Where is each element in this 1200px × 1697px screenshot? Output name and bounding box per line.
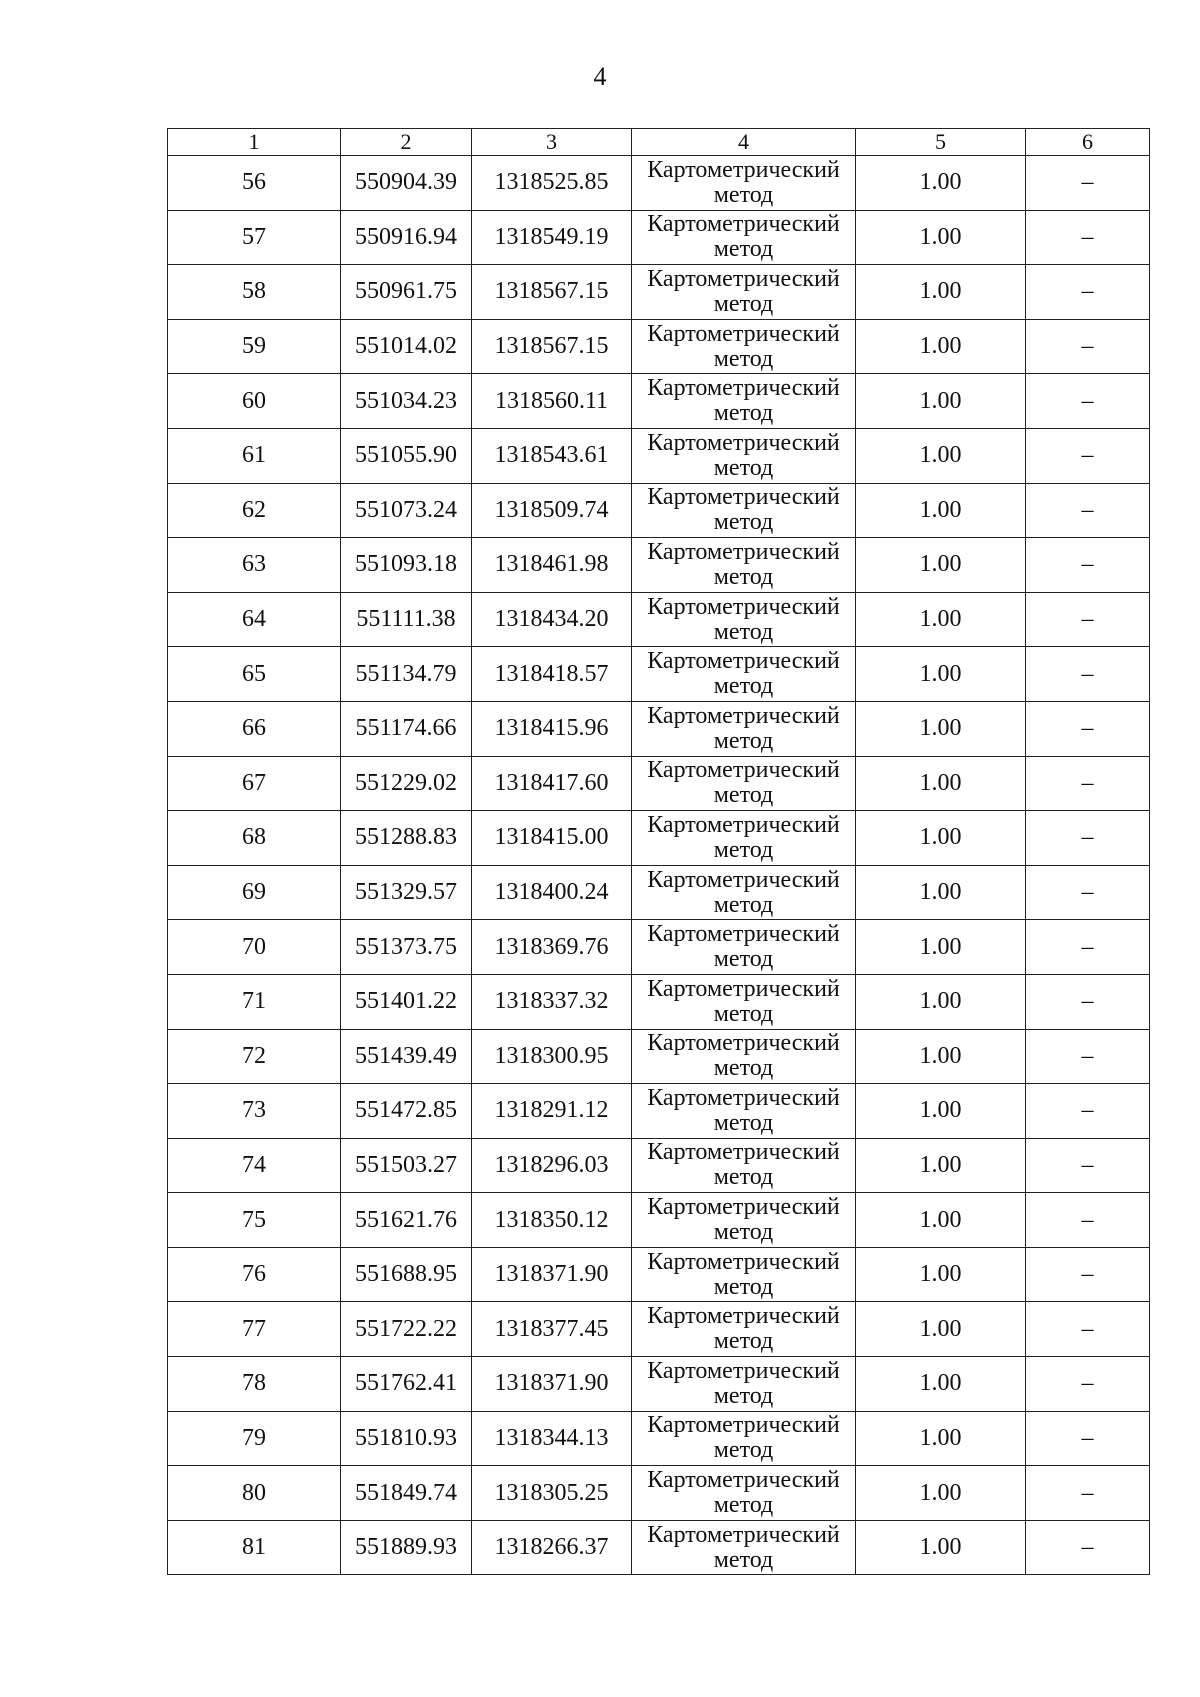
table-row <box>168 1411 1150 1466</box>
point-number-cell: 74 <box>168 1138 341 1193</box>
method-cell: Картометрический метод <box>632 1193 856 1248</box>
table-row <box>168 1029 1150 1084</box>
note-cell: – <box>1026 265 1150 320</box>
method-cell: Картометрический метод <box>632 319 856 374</box>
accuracy-cell: 1.00 <box>856 483 1026 538</box>
point-number-cell: 63 <box>168 538 341 593</box>
accuracy-cell: 1.00 <box>856 1302 1026 1357</box>
y-coordinate-cell: 1318461.98 <box>472 538 632 593</box>
point-number-cell: 78 <box>168 1357 341 1412</box>
table-row <box>168 265 1150 320</box>
method-cell: Картометрический метод <box>632 265 856 320</box>
note-cell: – <box>1026 1302 1150 1357</box>
note-cell: – <box>1026 1466 1150 1521</box>
note-cell: – <box>1026 1138 1150 1193</box>
accuracy-cell: 1.00 <box>856 1247 1026 1302</box>
point-number-cell: 57 <box>168 210 341 265</box>
x-coordinate-cell: 550904.39 <box>341 156 472 211</box>
method-cell: Картометрический метод <box>632 374 856 429</box>
y-coordinate-cell: 1318567.15 <box>472 319 632 374</box>
x-coordinate-cell: 551472.85 <box>341 1084 472 1139</box>
y-coordinate-cell: 1318415.96 <box>472 701 632 756</box>
note-cell: – <box>1026 1520 1150 1575</box>
note-cell: – <box>1026 319 1150 374</box>
x-coordinate-cell: 551055.90 <box>341 428 472 483</box>
point-number-cell: 56 <box>168 156 341 211</box>
accuracy-cell: 1.00 <box>856 1466 1026 1521</box>
note-cell: – <box>1026 811 1150 866</box>
accuracy-cell: 1.00 <box>856 974 1026 1029</box>
table-row <box>168 865 1150 920</box>
coordinates-table <box>167 128 1150 1575</box>
y-coordinate-cell: 1318291.12 <box>472 1084 632 1139</box>
y-coordinate-cell: 1318434.20 <box>472 592 632 647</box>
y-coordinate-cell: 1318305.25 <box>472 1466 632 1521</box>
point-number-cell: 79 <box>168 1411 341 1466</box>
note-cell: – <box>1026 1411 1150 1466</box>
point-number-cell: 76 <box>168 1247 341 1302</box>
point-number-cell: 61 <box>168 428 341 483</box>
accuracy-cell: 1.00 <box>856 156 1026 211</box>
y-coordinate-cell: 1318369.76 <box>472 920 632 975</box>
method-cell: Картометрический метод <box>632 920 856 975</box>
x-coordinate-cell: 551889.93 <box>341 1520 472 1575</box>
method-cell: Картометрический метод <box>632 647 856 702</box>
method-cell: Картометрический метод <box>632 210 856 265</box>
table-row <box>168 701 1150 756</box>
accuracy-cell: 1.00 <box>856 538 1026 593</box>
table-row <box>168 1357 1150 1412</box>
x-coordinate-cell: 551810.93 <box>341 1411 472 1466</box>
y-coordinate-cell: 1318350.12 <box>472 1193 632 1248</box>
x-coordinate-cell: 550916.94 <box>341 210 472 265</box>
y-coordinate-cell: 1318415.00 <box>472 811 632 866</box>
note-cell: – <box>1026 1084 1150 1139</box>
table-row <box>168 647 1150 702</box>
point-number-cell: 64 <box>168 592 341 647</box>
y-coordinate-cell: 1318344.13 <box>472 1411 632 1466</box>
note-cell: – <box>1026 428 1150 483</box>
x-coordinate-cell: 551174.66 <box>341 701 472 756</box>
x-coordinate-cell: 551762.41 <box>341 1357 472 1412</box>
point-number-cell: 67 <box>168 756 341 811</box>
x-coordinate-cell: 551111.38 <box>341 592 472 647</box>
point-number-cell: 59 <box>168 319 341 374</box>
x-coordinate-cell: 551073.24 <box>341 483 472 538</box>
y-coordinate-cell: 1318418.57 <box>472 647 632 702</box>
point-number-cell: 80 <box>168 1466 341 1521</box>
method-cell: Картометрический метод <box>632 1029 856 1084</box>
column-header: 6 <box>1026 129 1150 156</box>
method-cell: Картометрический метод <box>632 483 856 538</box>
column-header: 5 <box>856 129 1026 156</box>
method-cell: Картометрический метод <box>632 701 856 756</box>
x-coordinate-cell: 551849.74 <box>341 1466 472 1521</box>
accuracy-cell: 1.00 <box>856 1193 1026 1248</box>
y-coordinate-cell: 1318567.15 <box>472 265 632 320</box>
y-coordinate-cell: 1318300.95 <box>472 1029 632 1084</box>
y-coordinate-cell: 1318560.11 <box>472 374 632 429</box>
table-row <box>168 1466 1150 1521</box>
table-row <box>168 483 1150 538</box>
note-cell: – <box>1026 701 1150 756</box>
accuracy-cell: 1.00 <box>856 1520 1026 1575</box>
accuracy-cell: 1.00 <box>856 1138 1026 1193</box>
note-cell: – <box>1026 865 1150 920</box>
table-row <box>168 538 1150 593</box>
point-number-cell: 70 <box>168 920 341 975</box>
table-row <box>168 811 1150 866</box>
point-number-cell: 60 <box>168 374 341 429</box>
note-cell: – <box>1026 1193 1150 1248</box>
method-cell: Картометрический метод <box>632 538 856 593</box>
x-coordinate-cell: 551373.75 <box>341 920 472 975</box>
table-row <box>168 319 1150 374</box>
accuracy-cell: 1.00 <box>856 319 1026 374</box>
method-cell: Картометрический метод <box>632 1247 856 1302</box>
accuracy-cell: 1.00 <box>856 701 1026 756</box>
table-row <box>168 1520 1150 1575</box>
method-cell: Картометрический метод <box>632 592 856 647</box>
x-coordinate-cell: 551439.49 <box>341 1029 472 1084</box>
accuracy-cell: 1.00 <box>856 811 1026 866</box>
x-coordinate-cell: 551329.57 <box>341 865 472 920</box>
x-coordinate-cell: 551621.76 <box>341 1193 472 1248</box>
note-cell: – <box>1026 920 1150 975</box>
accuracy-cell: 1.00 <box>856 865 1026 920</box>
table-row <box>168 920 1150 975</box>
y-coordinate-cell: 1318337.32 <box>472 974 632 1029</box>
point-number-cell: 73 <box>168 1084 341 1139</box>
table-row <box>168 592 1150 647</box>
method-cell: Картометрический метод <box>632 1357 856 1412</box>
method-cell: Картометрический метод <box>632 156 856 211</box>
y-coordinate-cell: 1318400.24 <box>472 865 632 920</box>
point-number-cell: 77 <box>168 1302 341 1357</box>
point-number-cell: 81 <box>168 1520 341 1575</box>
table-row <box>168 1084 1150 1139</box>
page-number: 4 <box>593 62 607 91</box>
table-row <box>168 1247 1150 1302</box>
y-coordinate-cell: 1318371.90 <box>472 1247 632 1302</box>
column-header: 2 <box>341 129 472 156</box>
point-number-cell: 66 <box>168 701 341 756</box>
x-coordinate-cell: 551229.02 <box>341 756 472 811</box>
method-cell: Картометрический метод <box>632 1084 856 1139</box>
column-number-row <box>168 129 1150 156</box>
table-row <box>168 374 1150 429</box>
method-cell: Картометрический метод <box>632 865 856 920</box>
note-cell: – <box>1026 974 1150 1029</box>
note-cell: – <box>1026 156 1150 211</box>
table-row <box>168 974 1150 1029</box>
y-coordinate-cell: 1318525.85 <box>472 156 632 211</box>
accuracy-cell: 1.00 <box>856 1357 1026 1412</box>
note-cell: – <box>1026 1029 1150 1084</box>
method-cell: Картометрический метод <box>632 428 856 483</box>
note-cell: – <box>1026 210 1150 265</box>
x-coordinate-cell: 551093.18 <box>341 538 472 593</box>
accuracy-cell: 1.00 <box>856 265 1026 320</box>
point-number-cell: 72 <box>168 1029 341 1084</box>
accuracy-cell: 1.00 <box>856 374 1026 429</box>
accuracy-cell: 1.00 <box>856 756 1026 811</box>
method-cell: Картометрический метод <box>632 1138 856 1193</box>
y-coordinate-cell: 1318549.19 <box>472 210 632 265</box>
note-cell: – <box>1026 538 1150 593</box>
table-row <box>168 156 1150 211</box>
note-cell: – <box>1026 1247 1150 1302</box>
accuracy-cell: 1.00 <box>856 592 1026 647</box>
y-coordinate-cell: 1318266.37 <box>472 1520 632 1575</box>
note-cell: – <box>1026 756 1150 811</box>
accuracy-cell: 1.00 <box>856 210 1026 265</box>
column-header: 3 <box>472 129 632 156</box>
table-row <box>168 1138 1150 1193</box>
x-coordinate-cell: 551401.22 <box>341 974 472 1029</box>
x-coordinate-cell: 550961.75 <box>341 265 472 320</box>
x-coordinate-cell: 551688.95 <box>341 1247 472 1302</box>
point-number-cell: 68 <box>168 811 341 866</box>
point-number-cell: 69 <box>168 865 341 920</box>
x-coordinate-cell: 551014.02 <box>341 319 472 374</box>
method-cell: Картометрический метод <box>632 1466 856 1521</box>
accuracy-cell: 1.00 <box>856 1029 1026 1084</box>
note-cell: – <box>1026 592 1150 647</box>
table-row <box>168 428 1150 483</box>
method-cell: Картометрический метод <box>632 756 856 811</box>
accuracy-cell: 1.00 <box>856 647 1026 702</box>
x-coordinate-cell: 551288.83 <box>341 811 472 866</box>
column-header: 4 <box>632 129 856 156</box>
method-cell: Картометрический метод <box>632 1520 856 1575</box>
accuracy-cell: 1.00 <box>856 920 1026 975</box>
method-cell: Картометрический метод <box>632 974 856 1029</box>
point-number-cell: 75 <box>168 1193 341 1248</box>
note-cell: – <box>1026 483 1150 538</box>
point-number-cell: 65 <box>168 647 341 702</box>
y-coordinate-cell: 1318377.45 <box>472 1302 632 1357</box>
point-number-cell: 71 <box>168 974 341 1029</box>
point-number-cell: 62 <box>168 483 341 538</box>
x-coordinate-cell: 551134.79 <box>341 647 472 702</box>
note-cell: – <box>1026 647 1150 702</box>
y-coordinate-cell: 1318509.74 <box>472 483 632 538</box>
column-header: 1 <box>168 129 341 156</box>
y-coordinate-cell: 1318296.03 <box>472 1138 632 1193</box>
table-row <box>168 210 1150 265</box>
method-cell: Картометрический метод <box>632 811 856 866</box>
accuracy-cell: 1.00 <box>856 1411 1026 1466</box>
y-coordinate-cell: 1318543.61 <box>472 428 632 483</box>
method-cell: Картометрический метод <box>632 1302 856 1357</box>
note-cell: – <box>1026 1357 1150 1412</box>
table-row <box>168 1302 1150 1357</box>
x-coordinate-cell: 551034.23 <box>341 374 472 429</box>
table-row <box>168 1193 1150 1248</box>
x-coordinate-cell: 551722.22 <box>341 1302 472 1357</box>
point-number-cell: 58 <box>168 265 341 320</box>
y-coordinate-cell: 1318371.90 <box>472 1357 632 1412</box>
accuracy-cell: 1.00 <box>856 1084 1026 1139</box>
table-row <box>168 756 1150 811</box>
method-cell: Картометрический метод <box>632 1411 856 1466</box>
accuracy-cell: 1.00 <box>856 428 1026 483</box>
note-cell: – <box>1026 374 1150 429</box>
y-coordinate-cell: 1318417.60 <box>472 756 632 811</box>
x-coordinate-cell: 551503.27 <box>341 1138 472 1193</box>
